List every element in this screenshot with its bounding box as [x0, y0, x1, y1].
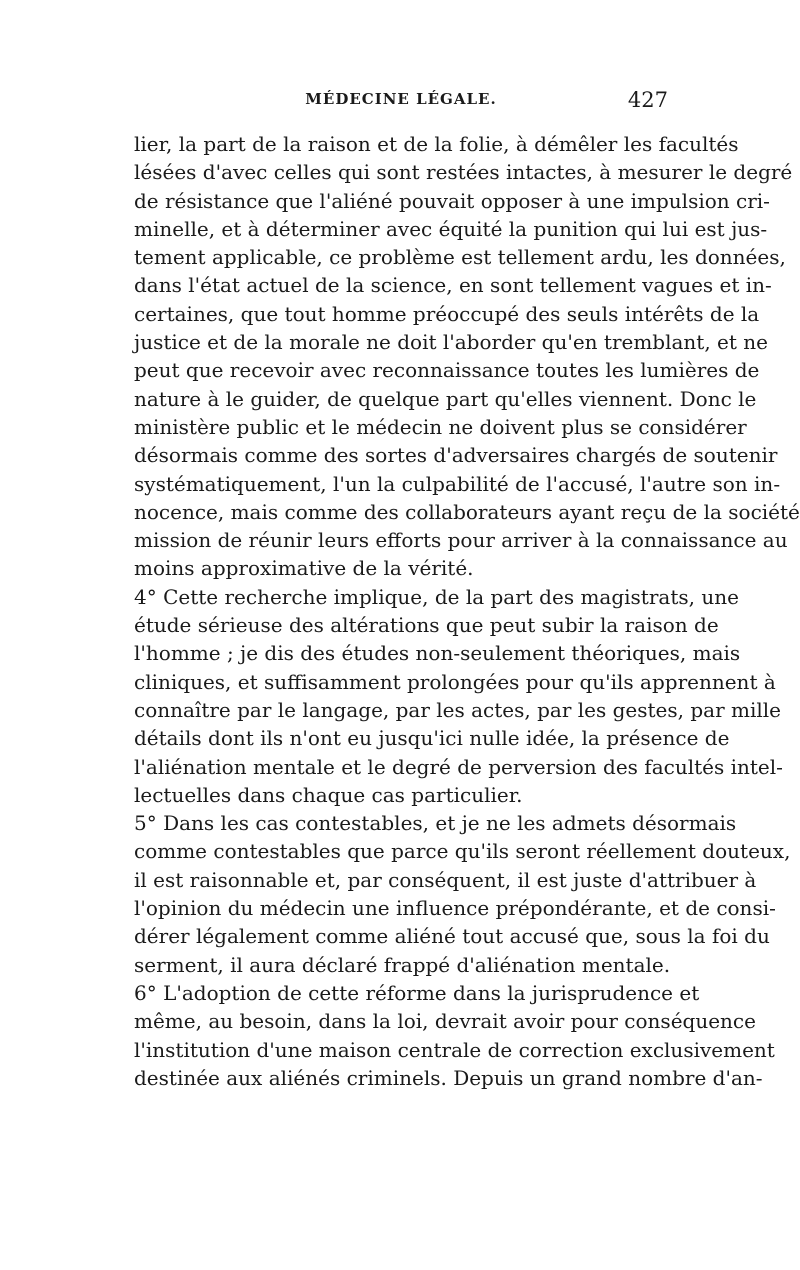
text-line: il est raisonnable et, par conséquent, il est juste d'attribuer à — [134, 867, 757, 892]
text-line: systématiquement, l'un la culpabilité de l'accusé, l'autre son in- — [134, 471, 781, 496]
text-line: ministère public et le médecin ne doivent plus se considérer — [134, 414, 747, 439]
body-text — [134, 130, 800, 1092]
text-line: justice et de la morale ne doit l'aborder qu'en tremblant, et ne — [134, 330, 769, 355]
text-line: nature à le guider, de quelque part qu'elles viennent. Donc le — [134, 386, 757, 411]
text-line: 4° Cette recherche implique, de la part des magistrats, une — [134, 584, 739, 609]
text-line: cliniques, et suffisamment prolongées pour qu'ils apprennent à — [134, 669, 776, 694]
text-line: de résistance que l'aliéné pouvait opposer à une impulsion cri- — [134, 188, 770, 213]
text-line: lier, la part de la raison et de la folie, à démêler les facultés — [134, 132, 739, 156]
text-line: minelle, et à déterminer avec équité la punition qui lui est jus- — [134, 216, 768, 241]
text-line: serment, il aura déclaré frappé d'aliénation mentale. — [134, 952, 671, 977]
text-line: l'opinion du médecin une influence prépondérante, et de consi- — [134, 896, 776, 921]
running-title: MÉDECINE LÉGALE. — [305, 90, 497, 108]
text-line: destinée aux aliénés criminels. Depuis un grand nombre d'an- — [134, 1065, 763, 1090]
text-line: l'homme ; je dis des études non-seulement théoriques, mais — [134, 641, 741, 666]
running-head — [134, 90, 668, 118]
text-line: peut que recevoir avec reconnaissance toutes les lumières de — [134, 358, 760, 383]
text-line: l'institution d'une maison centrale de correction exclusivement — [134, 1037, 775, 1062]
text-line: nocence, mais comme des collaborateurs ayant reçu de la société — [134, 499, 800, 524]
text-line: étude sérieuse des altérations que peut subir la raison de — [134, 613, 719, 638]
text-line: dans l'état actuel de la science, en sont tellement vagues et in- — [134, 273, 772, 298]
text-line: certaines, que tout homme préoccupé des seuls intérêts de la — [134, 301, 760, 326]
text-line: moins approximative de la vérité. — [134, 556, 474, 581]
text-line: 5° Dans les cas contestables, et je ne les admets désormais — [134, 811, 737, 836]
text-line: connaître par le langage, par les actes, par les gestes, par mille — [134, 697, 781, 722]
text-line: désormais comme des sortes d'adversaires chargés de soutenir — [134, 443, 778, 468]
text-line: mission de réunir leurs efforts pour arriver à la connaissance au — [134, 528, 788, 553]
text-line: dérer légalement comme aliéné tout accusé que, sous la foi du — [134, 924, 770, 949]
text-line: détails dont ils n'ont eu jusqu'ici nulle idée, la présence de — [134, 726, 730, 751]
text-line: comme contestables que parce qu'ils seront réellement douteux, — [134, 839, 791, 864]
page-number: 427 — [627, 88, 668, 112]
text-line: l'aliénation mentale et le degré de perversion des facultés intel- — [134, 754, 783, 779]
text-line: lésées d'avec celles qui sont restées intactes, à mesurer le degré — [134, 160, 793, 185]
text-line: même, au besoin, dans la loi, devrait avoir pour conséquence — [134, 1009, 756, 1034]
text-line: tement applicable, ce problème est tellement ardu, les données, — [134, 245, 786, 270]
text-line: lectuelles dans chaque cas particulier. — [134, 782, 523, 807]
text-line: 6° L'adoption de cette réforme dans la jurisprudence et — [134, 980, 700, 1005]
